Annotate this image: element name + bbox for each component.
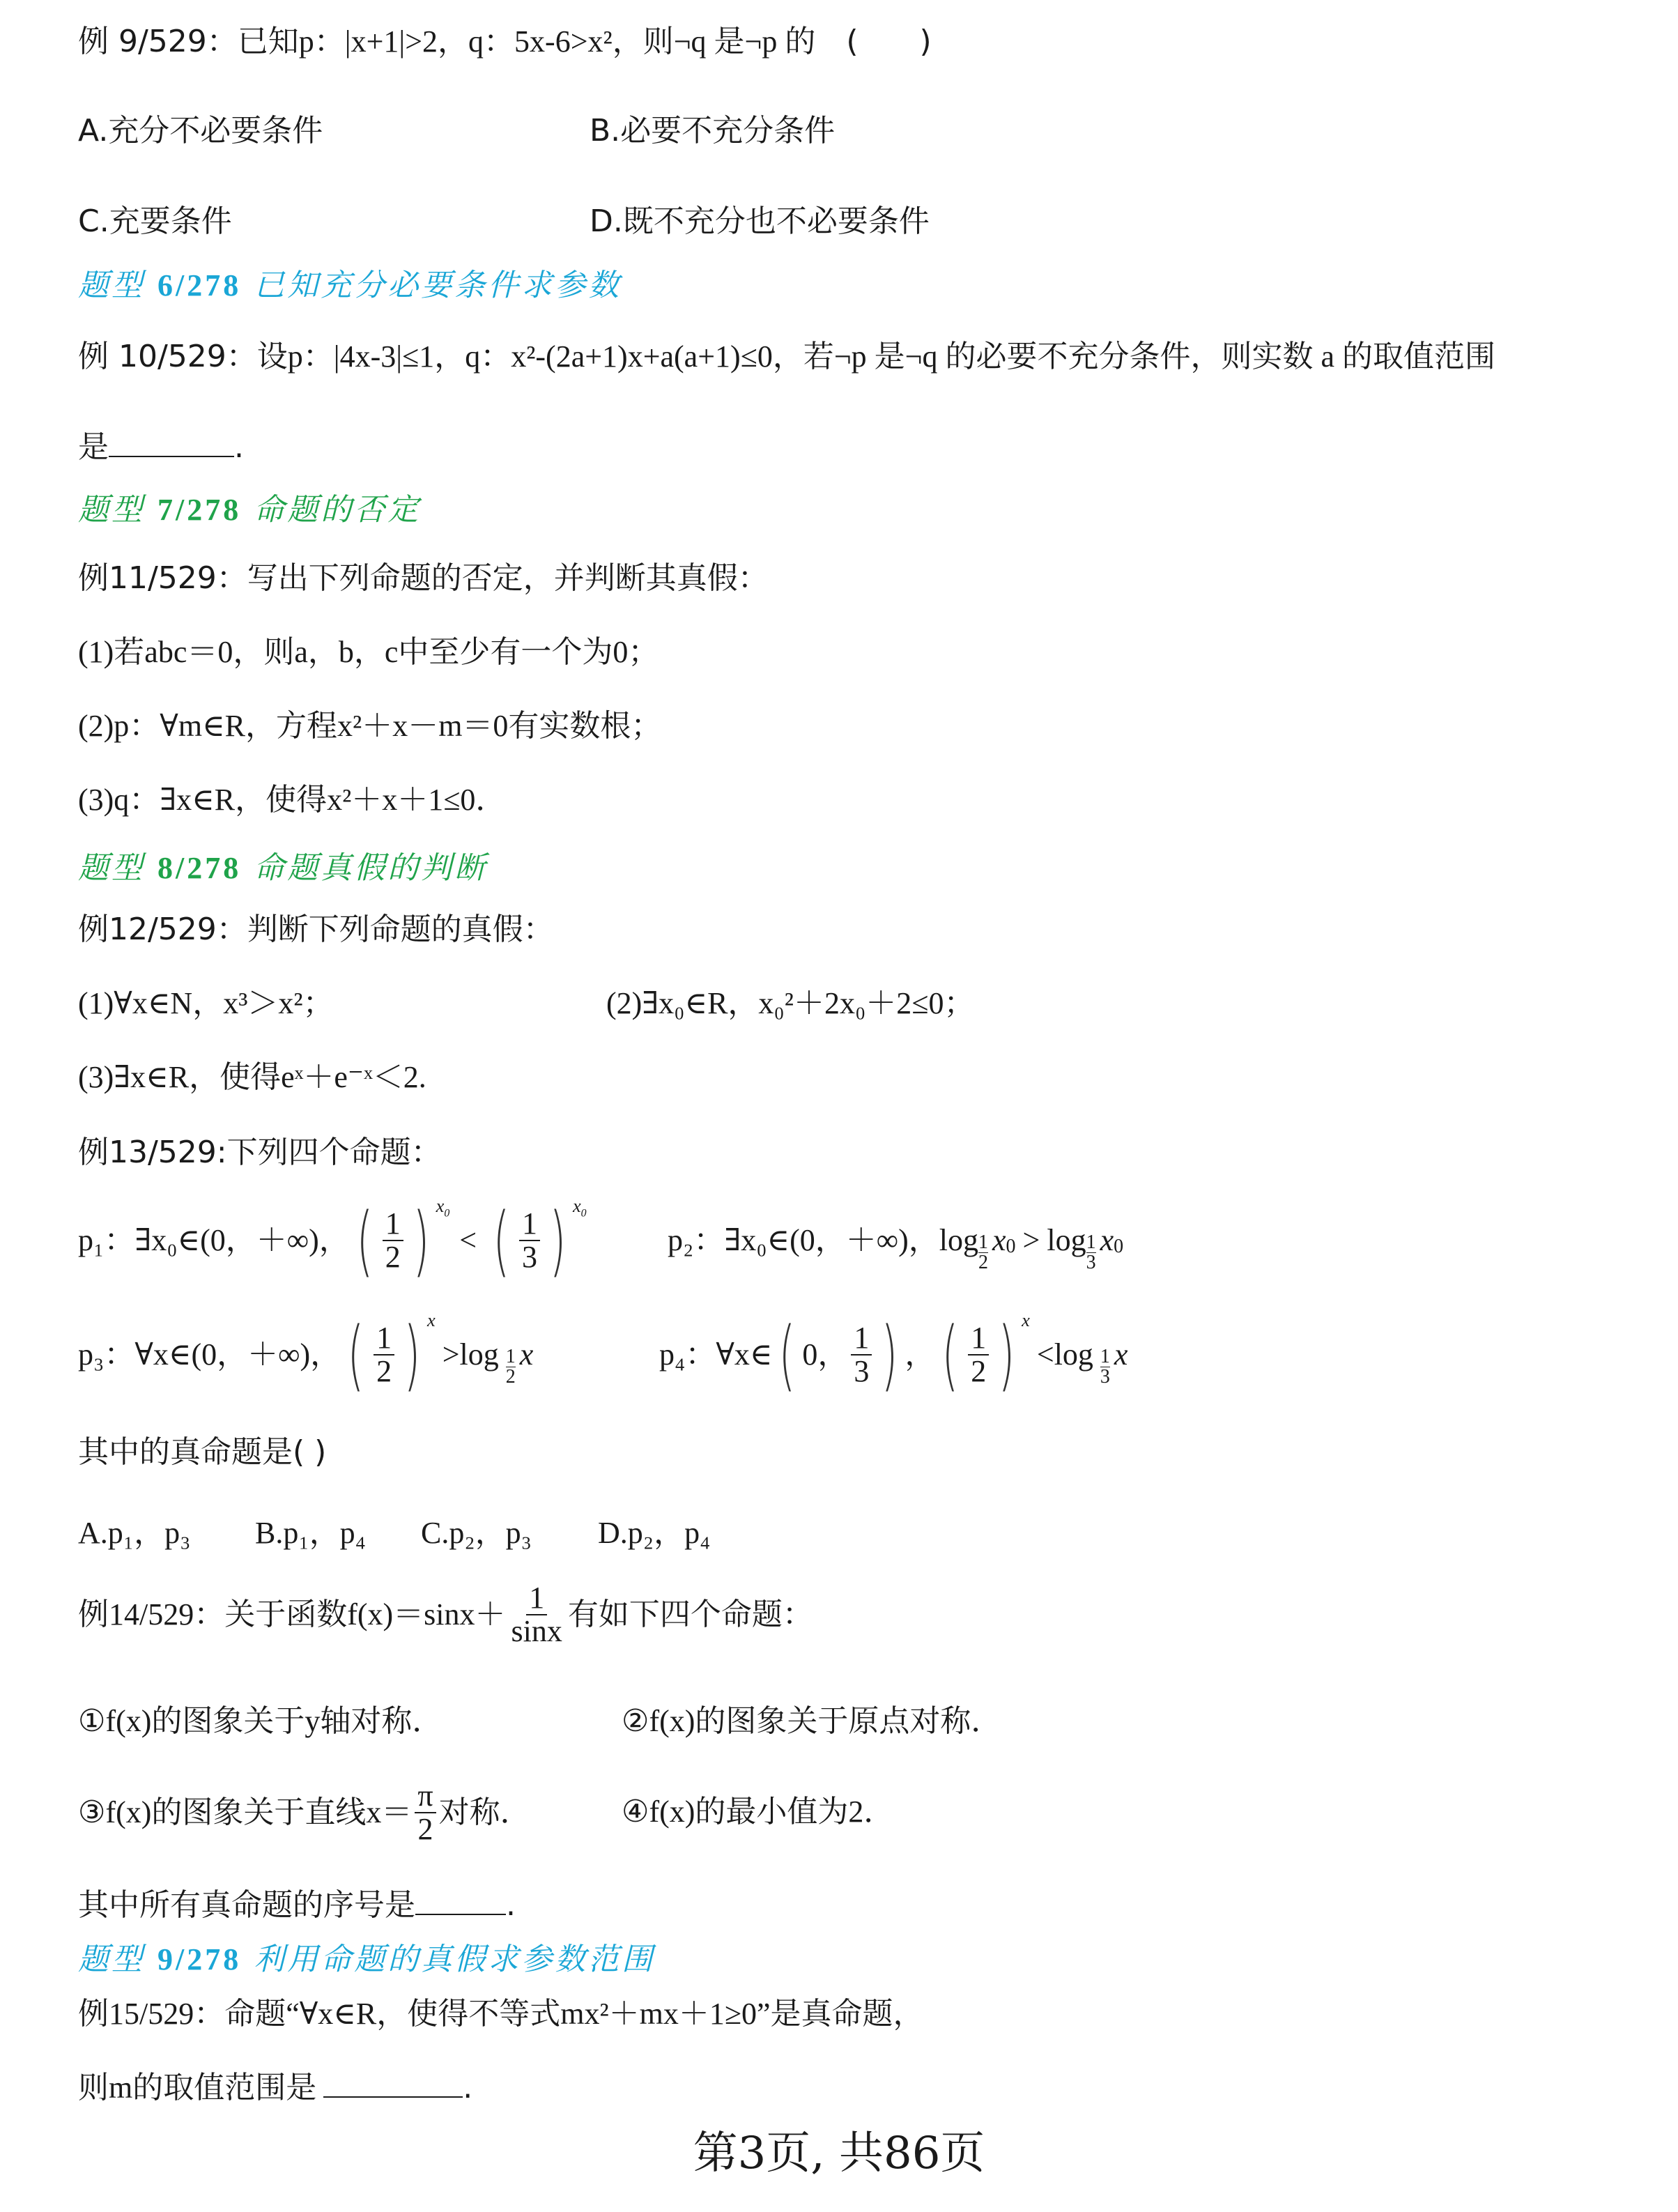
ex14-answer-blank[interactable] — [415, 1887, 506, 1915]
ex10-line2-text: 是 — [78, 429, 109, 465]
type8-label: 题型 — [78, 850, 145, 886]
ex14-o3-pre: ③f(x)的图象关于直线x＝ — [78, 1795, 413, 1829]
ex14-question — [78, 1576, 813, 1653]
type6-title: 已知充分必要条件求参数 — [254, 268, 622, 303]
ex14-o3-num: π — [415, 1780, 436, 1813]
paren-left: ( — [779, 1310, 796, 1399]
ex11-heading: 例11/529：写出下列命题的否定，并判断其真假： — [78, 560, 769, 596]
type7-title: 命题的否定 — [254, 492, 422, 528]
ex14-suffix: 有如下四个命题： — [567, 1597, 813, 1632]
ex10-question — [78, 336, 1495, 378]
ex9-prefix: 例 9/529：已知 — [78, 24, 299, 59]
ex14-o3-fraction — [415, 1780, 436, 1845]
ex13-p3: p₃：∀x∈(0，＋∞)， ( $\frac{1}{2}$ ) x >log 1 2 x — [78, 1309, 534, 1399]
ex13-option-c: C.p₂，p₃ — [421, 1516, 532, 1550]
ex12-item1: (1)∀x∈N，x³＞x²； — [78, 986, 334, 1020]
paren-right: ) — [998, 1310, 1015, 1399]
ex14-statement-3 — [78, 1774, 531, 1851]
ex9-option-d: D.既不充分也不必要条件 — [590, 203, 930, 239]
page-number-footer: 第3页, 共86页 — [693, 2128, 985, 2179]
type7-number: 7/278 — [157, 493, 242, 527]
ex14-statement-2: ②f(x)的图象关于原点对称． — [622, 1704, 1002, 1738]
ex11-item1: (1)若abc＝0，则a，b，c中至少有一个为0； — [78, 635, 659, 669]
ex13-p2: p₂：∃x₀∈(0，＋∞)，log 1 2 x 0 > log 1 3 x 0 — [668, 1192, 1123, 1289]
fraction-one-half: $\frac{1}{2}$ — [968, 1322, 989, 1388]
type6-number: 6/278 — [157, 268, 242, 302]
ex10-statement: p：|4x-3|≤1，q：x²-(2a+1)x+a(a+1)≤0，若¬p 是¬q 的必要不充分条件，则实数 a 的取值范围 — [287, 339, 1495, 374]
ex14-o3-den: 2 — [417, 1812, 433, 1846]
ex12-item3: (3)∃x∈R，使得eˣ＋e⁻ˣ＜2. — [78, 1060, 426, 1094]
ex14-statement-1: ①f(x)的图象关于y轴对称． — [78, 1704, 443, 1738]
ex13-p4: p₄：∀x∈ ( 0， $\frac{1}{3}$ ) ， ( $\frac{1}{2}$ ) x <log 1 3 x — [659, 1309, 1128, 1399]
ex13-p1-lead: p₁：∃x₀∈(0，＋∞)， — [78, 1223, 350, 1257]
ex14-statement-4: ④f(x)的最小值为2． — [622, 1795, 895, 1829]
ex15-line2 — [78, 2067, 472, 2109]
ex13-p3-lead: p₃：∀x∈(0，＋∞)， — [78, 1337, 341, 1372]
ex14-answer-line — [78, 1884, 516, 1926]
ex14-fraction — [509, 1582, 565, 1648]
ex14-q-text: 其中所有真命题的序号是 — [78, 1887, 415, 1923]
type9-title: 利用命题的真假求参数范围 — [254, 1942, 656, 1977]
section-heading-type8 — [78, 847, 488, 889]
section-heading-type9 — [78, 1939, 655, 1981]
paren-right: ) — [403, 1310, 421, 1399]
ex12-item2: (2)∃x₀∈R，x₀²＋2x₀＋2≤0； — [606, 986, 975, 1020]
paren-left: ( — [356, 1196, 374, 1285]
ex13-option-b: B.p₁，p₄ — [255, 1516, 367, 1550]
ex13-option-a: A.p₁，p₃ — [78, 1516, 191, 1550]
ex9-statement: p：|x+1|>2，q：5x-6>x²，则¬q 是¬p 的 — [298, 24, 816, 59]
type8-title: 命题真假的判断 — [254, 850, 488, 886]
ex13-p1: p₁：∃x₀∈(0，＋∞)， ( $\frac{1}{2}$ ) $^{x_0}$ < ( $\frac{1}{3}$ ) $^{x_0}$ — [78, 1195, 587, 1285]
ex9-answer-paren: ( ) — [846, 24, 932, 59]
ex11-item2: (2)p：∀m∈R，方程x²＋x－m＝0有实数根； — [78, 709, 662, 743]
ex13-question: 其中的真命题是( ) — [78, 1434, 327, 1470]
ex13-p4-lead: p₄：∀x∈ — [659, 1337, 773, 1372]
ex15-end: . — [463, 2070, 473, 2105]
type9-number: 9/278 — [157, 1942, 242, 1976]
ex11-item3: (3)q：∃x∈R，使得x²＋x＋1≤0． — [78, 783, 507, 817]
ex9-question — [78, 21, 932, 63]
ex15-answer-blank[interactable] — [323, 2070, 463, 2098]
ex9-option-a: A.充分不必要条件 — [78, 113, 323, 148]
ex10-prefix: 例 10/529：设 — [78, 339, 288, 374]
ex14-prefix: 例14/529：关于函数f(x)＝sinx＋ — [78, 1597, 506, 1631]
fraction-one-half: $\frac{1}{2}$ — [383, 1208, 403, 1273]
type8-number: 8/278 — [157, 851, 242, 885]
ex15-line1: 例15/529：命题“∀x∈R，使得不等式mx²＋mx＋1≥0”是真命题， — [78, 1997, 924, 2031]
ex14-o3-post: 对称． — [438, 1795, 531, 1829]
paren-left: ( — [941, 1310, 959, 1399]
paren-right: ) — [549, 1196, 567, 1285]
paren-left: ( — [347, 1310, 364, 1399]
ex14-frac-num: 1 — [526, 1582, 547, 1615]
fraction-one-half: $\frac{1}{2}$ — [374, 1322, 394, 1388]
ex15-line2-text: 则m的取值范围是 — [78, 2071, 317, 2105]
ex9-option-c: C.充要条件 — [78, 203, 232, 239]
fraction-one-third: $\frac{1}{3}$ — [851, 1322, 872, 1388]
ex10-answer-blank[interactable] — [109, 429, 234, 457]
fraction-one-third: $\frac{1}{3}$ — [519, 1208, 540, 1273]
ex12-heading: 例12/529：判断下列命题的真假： — [78, 912, 554, 947]
paren-right: ) — [413, 1196, 429, 1285]
section-heading-type7 — [78, 489, 421, 531]
type6-label: 题型 — [78, 268, 145, 303]
paren-right: ) — [882, 1310, 898, 1399]
section-heading-type6 — [78, 265, 622, 307]
type9-label: 题型 — [78, 1942, 145, 1977]
ex14-frac-den: sinx — [511, 1614, 562, 1648]
ex10-line2 — [78, 427, 244, 468]
ex14-q-end: . — [506, 1887, 516, 1923]
ex10-end: . — [234, 429, 244, 465]
ex13-p2-text: p₂：∃x₀∈(0，＋∞)，log — [668, 1223, 979, 1257]
paren-left: ( — [493, 1196, 510, 1285]
ex13-option-d: D.p₂，p₄ — [598, 1516, 711, 1550]
ex9-option-b: B.必要不充分条件 — [590, 113, 836, 148]
type7-label: 题型 — [78, 492, 145, 528]
ex13-heading: 例13/529:下列四个命题： — [78, 1135, 442, 1170]
